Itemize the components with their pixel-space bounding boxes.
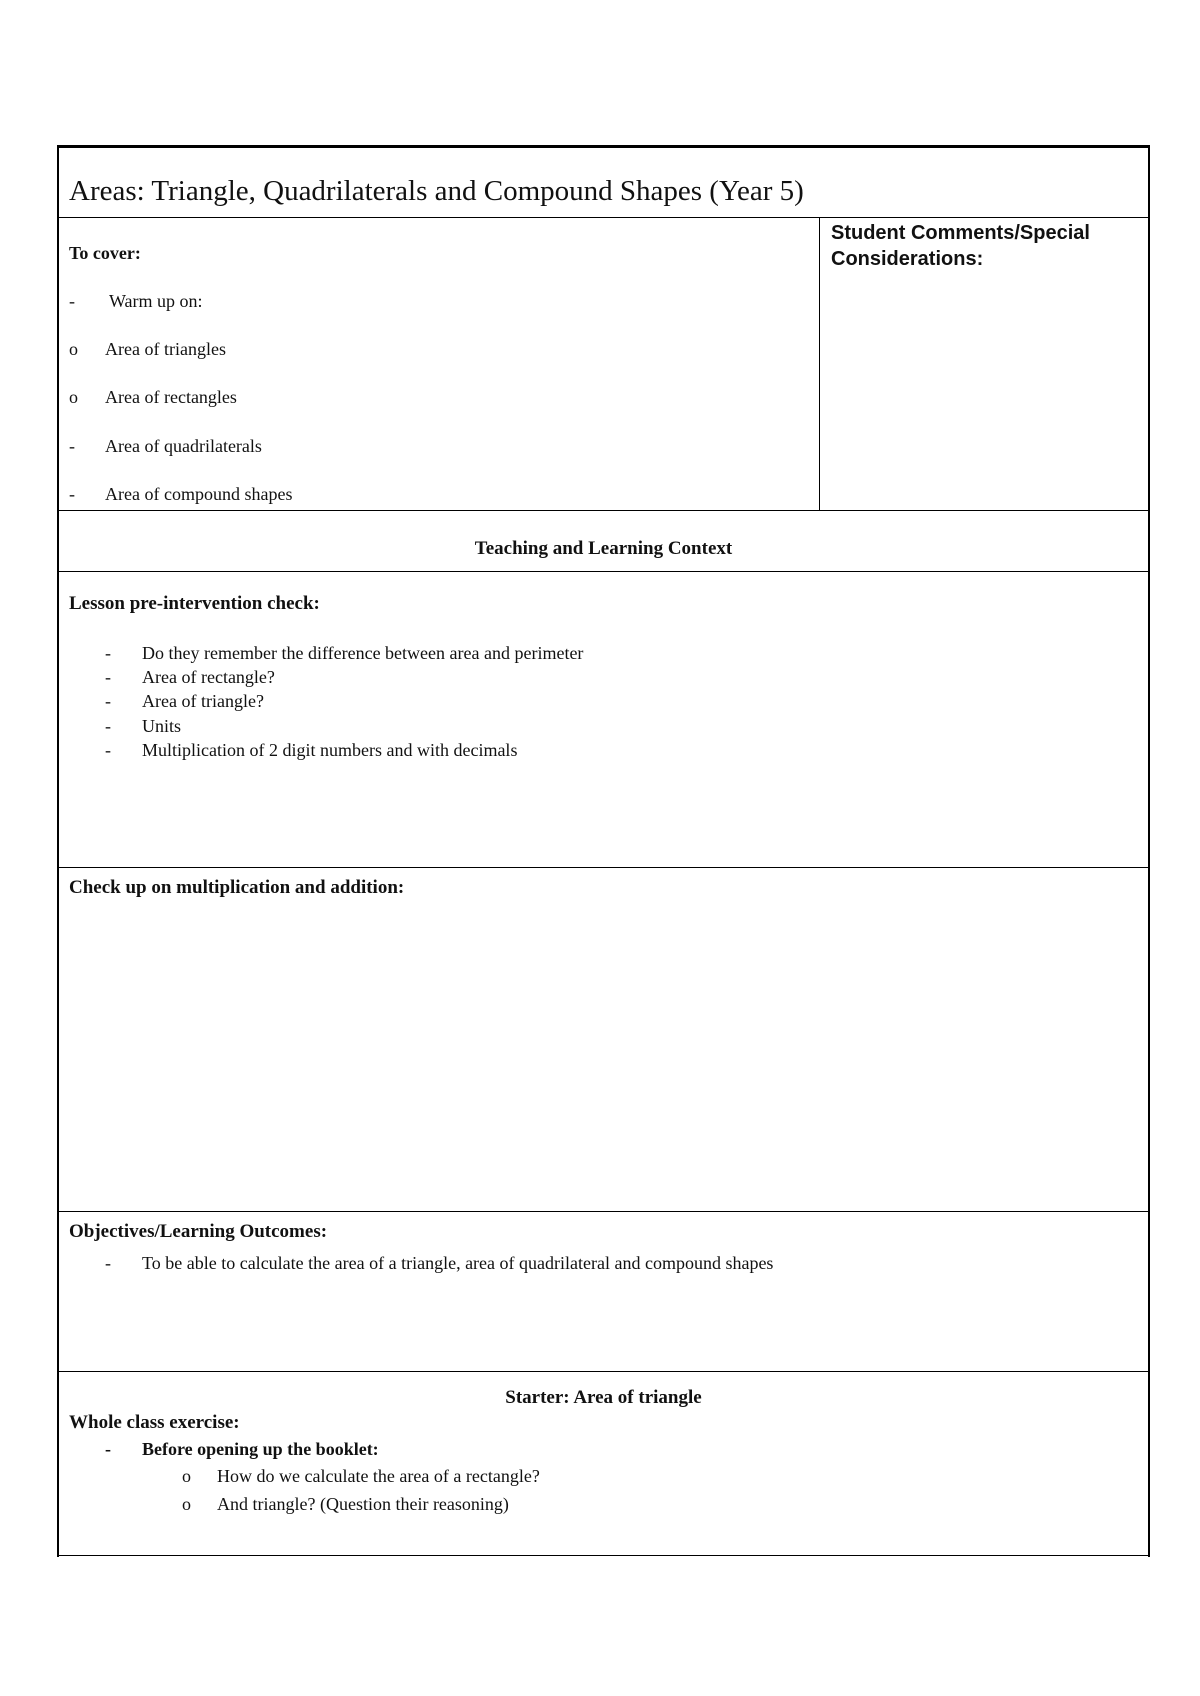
lesson-title: Areas: Triangle, Quadrilaterals and Compound Shapes (Year 5) [69,175,804,207]
list-item: - Units [105,716,182,736]
to-cover-heading: To cover: [69,243,141,263]
starter-heading: Starter: Area of triangle [505,1387,702,1408]
column-divider [819,217,820,510]
list-item: o Area of triangles [69,339,226,359]
list-item: - Do they remember the difference between area and perimeter [105,643,584,663]
divider [57,571,1150,572]
list-item: - Area of compound shapes [69,484,293,504]
list-item: - Before opening up the booklet: [105,1439,379,1459]
divider [57,217,1150,218]
list-item: - Area of rectangle? [105,667,275,687]
list-item: - To be able to calculate the area of a triangle, area of quadrilateral and compound shapes [105,1253,774,1273]
list-item: - Multiplication of 2 digit numbers and with decimals [105,740,518,760]
divider [57,1371,1150,1372]
divider [57,1211,1150,1212]
check-up-heading: Check up on multiplication and addition: [69,877,405,898]
objectives-heading: Objectives/Learning Outcomes: [69,1221,328,1242]
list-item: o Area of rectangles [69,387,237,407]
divider [57,1555,1150,1556]
pre-intervention-heading: Lesson pre-intervention check: [69,593,320,614]
student-comments-heading: Student Comments/Special Considerations: [831,222,1090,270]
divider [57,867,1150,868]
sub-list-item: o And triangle? (Question their reasoning) [182,1494,509,1514]
list-item: - Area of quadrilaterals [69,436,262,456]
list-item: - Area of triangle? [105,691,264,711]
divider [57,510,1150,511]
list-item: - Warm up on: [69,291,203,311]
sub-list-item: o How do we calculate the area of a rectangle? [182,1466,540,1486]
teaching-context-heading: Teaching and Learning Context [474,538,733,559]
whole-class-heading: Whole class exercise: [69,1412,240,1433]
lesson-plan-table [57,145,1150,1557]
divider [57,145,1150,148]
